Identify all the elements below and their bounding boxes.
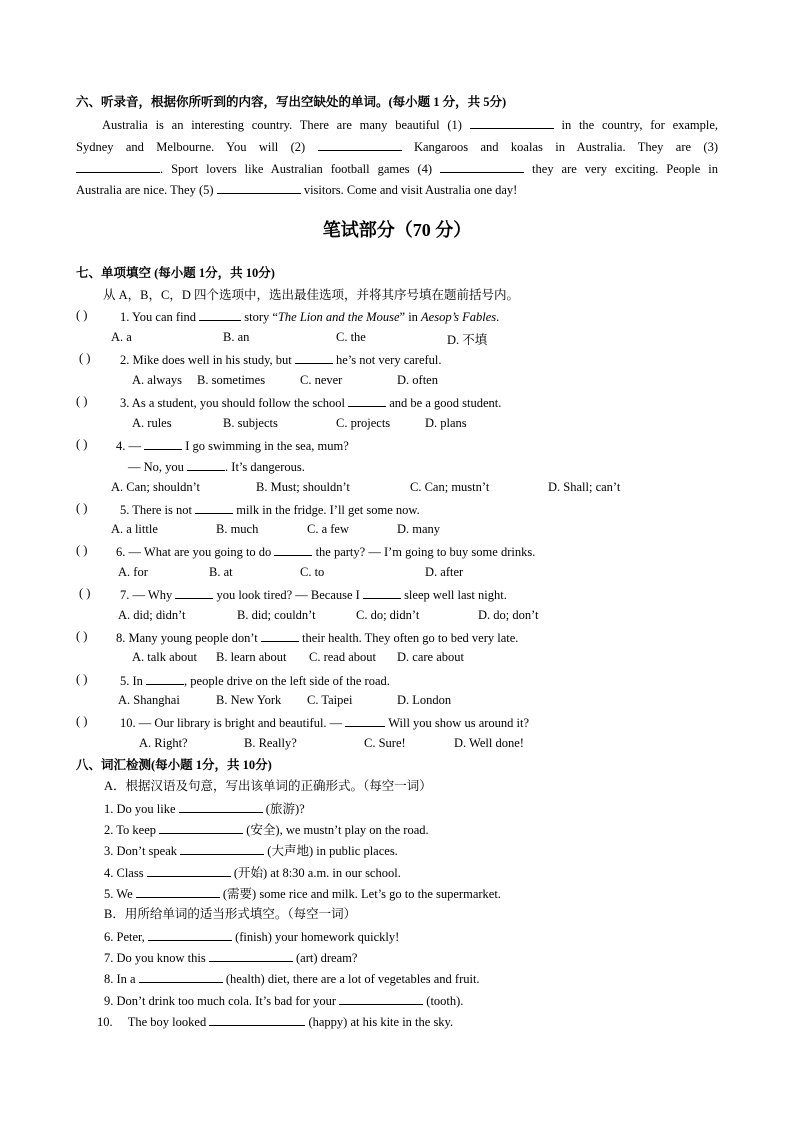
item-text: The boy looked	[127, 1015, 207, 1029]
vocab-item-2	[104, 821, 429, 838]
question-text: 10. — Our library is bright and beautiful. —	[120, 716, 343, 730]
passage-line-1	[76, 116, 718, 133]
part-a-instruction: A．根据汉语及句意，写出该单词的正确形式。（每空一词）	[104, 779, 432, 793]
item-text: (开始) at 8:30 a.m. in our school.	[233, 866, 401, 880]
answer-blank-3[interactable]	[76, 160, 160, 173]
question-blank[interactable]	[261, 629, 299, 642]
passage-line-3	[76, 160, 718, 177]
item-text: (art) dream?	[296, 951, 358, 965]
vocab-item-9	[104, 992, 463, 1009]
part-b-instruction: B．用所给单词的适当形式填空。（每空一词）	[104, 907, 357, 921]
question-text: . It’s dangerous.	[225, 460, 305, 474]
vocab-blank[interactable]	[159, 821, 243, 834]
answer-paren[interactable]: ( )	[76, 308, 88, 322]
answer-paren[interactable]: ( )	[76, 629, 88, 643]
item-text: (tooth).	[426, 994, 464, 1008]
passage-text: Australia are nice. They (5)	[76, 183, 214, 197]
vocab-blank[interactable]	[339, 992, 423, 1005]
question-text: 5. There is not	[120, 503, 192, 517]
question-text: I go swimming in the sea, mum?	[185, 439, 349, 453]
passage-text: in the country, for example,	[561, 118, 719, 132]
option-d[interactable]: D. London	[397, 693, 452, 707]
option-c[interactable]: C. do; didn’t	[356, 608, 420, 622]
vocab-blank[interactable]	[148, 928, 232, 941]
option-a[interactable]: A. Right?	[139, 736, 188, 750]
option-d[interactable]: D. care about	[397, 650, 464, 664]
vocab-blank[interactable]	[136, 885, 220, 898]
question-7	[120, 586, 507, 603]
answer-paren[interactable]: ( )	[76, 437, 88, 451]
vocab-blank[interactable]	[179, 800, 263, 813]
option-c[interactable]: C. projects	[336, 416, 391, 430]
answer-paren[interactable]: ( )	[76, 672, 88, 686]
question-text: 1. You can find	[120, 310, 197, 324]
question-blank[interactable]	[175, 586, 213, 599]
item-text: 8. In a	[104, 972, 136, 986]
question-text: sleep well last night.	[404, 588, 507, 602]
option-c[interactable]: C. Can; mustn’t	[410, 480, 490, 494]
question-3	[120, 394, 501, 411]
vocab-item-10	[97, 1013, 453, 1030]
item-text: 1. Do you like	[104, 802, 176, 816]
question-text: Will you show us around it?	[388, 716, 530, 730]
option-c[interactable]: C. the	[336, 330, 366, 344]
item-text: 4. Class	[104, 866, 144, 880]
item-text: 7. Do you know this	[104, 951, 206, 965]
question-text: you look tired? — Because I	[216, 588, 360, 602]
option-c[interactable]: C. read about	[309, 650, 376, 664]
option-d[interactable]: D. Well done!	[454, 736, 524, 750]
option-c[interactable]: C. a few	[307, 522, 349, 536]
option-d[interactable]: D. after	[425, 565, 464, 579]
option-d[interactable]: D. plans	[425, 416, 467, 430]
question-blank[interactable]	[146, 672, 184, 685]
question-text: .	[496, 310, 500, 324]
vocab-blank[interactable]	[180, 842, 264, 855]
item-text: (大声地) in public places.	[267, 844, 398, 858]
question-blank[interactable]	[274, 543, 312, 556]
option-a[interactable]: A. Can; shouldn’t	[111, 480, 201, 494]
vocab-blank[interactable]	[139, 970, 223, 983]
option-a[interactable]: A. a	[111, 330, 132, 344]
passage-text: Australia is an interesting country. There are many beautiful (1)	[102, 118, 462, 132]
option-d[interactable]: D. often	[397, 373, 438, 387]
item-text: 9. Don’t drink too much cola. It’s bad for your	[104, 994, 337, 1008]
question-blank[interactable]	[363, 586, 401, 599]
option-d[interactable]: D. many	[397, 522, 441, 536]
option-b[interactable]: B. Really?	[244, 736, 297, 750]
answer-blank-1[interactable]	[470, 116, 554, 129]
passage-text: visitors. Come and visit Australia one day!	[303, 183, 518, 197]
option-b[interactable]: B. much	[216, 522, 259, 536]
question-text: milk in the fridge. I’ll get some now.	[236, 503, 420, 517]
passage-text: Sydney and Melbourne. You will (2)	[76, 140, 306, 154]
answer-blank-4[interactable]	[440, 160, 524, 173]
vocab-blank[interactable]	[209, 949, 293, 962]
option-b[interactable]: B. Must; shouldn’t	[256, 480, 350, 494]
question-blank[interactable]	[345, 714, 385, 727]
vocab-blank[interactable]	[147, 864, 231, 877]
option-a[interactable]: A. Shanghai	[118, 693, 180, 707]
item-text: 3. Don’t speak	[104, 844, 178, 858]
question-text: 3. As a student, you should follow the school	[120, 396, 345, 410]
option-b[interactable]: B. did; couldn’t	[237, 608, 316, 622]
vocab-item-5	[104, 885, 501, 902]
option-d[interactable]: D. 不填	[447, 333, 488, 347]
vocab-item-6	[104, 928, 399, 945]
answer-paren[interactable]: ( )	[76, 543, 88, 557]
option-b[interactable]: B. an	[223, 330, 250, 344]
question-blank[interactable]	[348, 394, 386, 407]
question-text: 2. Mike does well in his study, but	[120, 353, 292, 367]
book-title: Aesop’s Fables	[421, 310, 497, 324]
question-9	[120, 672, 390, 689]
passage-text: . Sport lovers like Australian football games (4)	[160, 162, 433, 176]
option-a[interactable]: A. a little	[111, 522, 158, 536]
vocab-item-7	[104, 949, 357, 966]
option-d[interactable]: D. do; don’t	[478, 608, 539, 622]
option-c[interactable]: C. to	[300, 565, 325, 579]
question-text: and be a good student.	[389, 396, 502, 410]
passage-text: they are very exciting. People in	[532, 162, 719, 176]
item-text: (happy) at his kite in the sky.	[308, 1015, 454, 1029]
question-2	[120, 351, 442, 368]
question-text: the party? — I’m going to buy some drinks.	[315, 545, 536, 559]
answer-blank-2[interactable]	[318, 138, 402, 151]
question-text: story “	[244, 310, 278, 324]
question-text: 4. —	[116, 439, 141, 453]
item-text: 2. To keep	[104, 823, 157, 837]
section-7-header: 七、单项填空 (每小题 1分，共 10分)	[76, 266, 275, 280]
question-text: he’s not very careful.	[336, 353, 442, 367]
option-c[interactable]: C. never	[300, 373, 343, 387]
item-text: (需要) some rice and milk. Let’s go to the supermarket.	[222, 887, 501, 901]
option-a[interactable]: A. rules	[132, 416, 172, 430]
vocab-item-1	[104, 800, 305, 817]
question-blank[interactable]	[199, 308, 241, 321]
answer-paren[interactable]: ( )	[76, 501, 88, 515]
vocab-item-8	[104, 970, 480, 987]
option-a[interactable]: A. talk about	[132, 650, 197, 664]
section-7-instruction: 从 A，B，C，D 四个选项中，选出最佳选项，并将其序号填在题前括号内。	[103, 288, 519, 302]
passage-text: Kangaroos and koalas in Australia. They are (3)	[413, 140, 719, 154]
vocab-item-3	[104, 842, 398, 859]
item-number: 10.	[97, 1015, 113, 1029]
question-5	[120, 501, 420, 518]
question-10	[120, 714, 529, 731]
item-text: 5. We	[104, 887, 133, 901]
question-text: 7. — Why	[120, 588, 173, 602]
item-text: (health) diet, there are a lot of vegetables and fruit.	[225, 972, 480, 986]
question-text: — No, you	[128, 460, 184, 474]
item-text: (finish) your homework quickly!	[235, 930, 400, 944]
section-8-header: 八、词汇检测(每小题 1分，共 10分)	[76, 758, 272, 772]
question-1	[120, 308, 499, 325]
option-a[interactable]: A. did; didn’t	[118, 608, 186, 622]
answer-blank-5[interactable]	[217, 181, 301, 194]
item-text: 6. Peter,	[104, 930, 145, 944]
question-text: their health. They often go to bed very late.	[302, 631, 519, 645]
answer-paren[interactable]: ( )	[79, 351, 91, 365]
question-text: 5. In	[120, 674, 143, 688]
passage-line-4	[76, 181, 517, 198]
passage-line-2	[76, 138, 718, 155]
item-text: (旅游)?	[265, 802, 305, 816]
vocab-blank[interactable]	[209, 1013, 305, 1026]
question-blank[interactable]	[187, 458, 225, 471]
option-b[interactable]: B. at	[209, 565, 233, 579]
answer-paren[interactable]: ( )	[76, 714, 88, 728]
option-a[interactable]: A. always	[132, 373, 182, 387]
answer-paren[interactable]: ( )	[76, 394, 88, 408]
question-blank[interactable]	[295, 351, 333, 364]
question-text: 8. Many young people don’t	[116, 631, 258, 645]
item-text: (安全), we mustn’t play on the road.	[246, 823, 429, 837]
option-b[interactable]: B. subjects	[223, 416, 278, 430]
question-4	[116, 437, 349, 454]
answer-paren[interactable]: ( )	[79, 586, 91, 600]
written-part-title: 笔试部分（70 分）	[322, 220, 472, 240]
question-text: 6. — What are you going to do	[116, 545, 272, 559]
question-text: ” in	[399, 310, 418, 324]
option-a[interactable]: A. for	[118, 565, 148, 579]
question-8	[116, 629, 518, 646]
question-blank[interactable]	[195, 501, 233, 514]
story-title: The Lion and the Mouse	[277, 310, 400, 324]
question-6	[116, 543, 535, 560]
option-c[interactable]: C. Sure!	[364, 736, 406, 750]
section-6-header: 六、听录音，根据你所听到的内容，写出空缺处的单词。(每小题 1 分，共 5分)	[76, 95, 507, 109]
option-b[interactable]: B. learn about	[216, 650, 287, 664]
vocab-item-4	[104, 864, 401, 881]
question-blank[interactable]	[144, 437, 182, 450]
option-c[interactable]: C. Taipei	[307, 693, 353, 707]
question-text: , people drive on the left side of the road.	[184, 674, 390, 688]
option-d[interactable]: D. Shall; can’t	[548, 480, 621, 494]
option-b[interactable]: B. New York	[216, 693, 282, 707]
option-b[interactable]: B. sometimes	[197, 373, 266, 387]
question-4-reply	[128, 458, 305, 475]
